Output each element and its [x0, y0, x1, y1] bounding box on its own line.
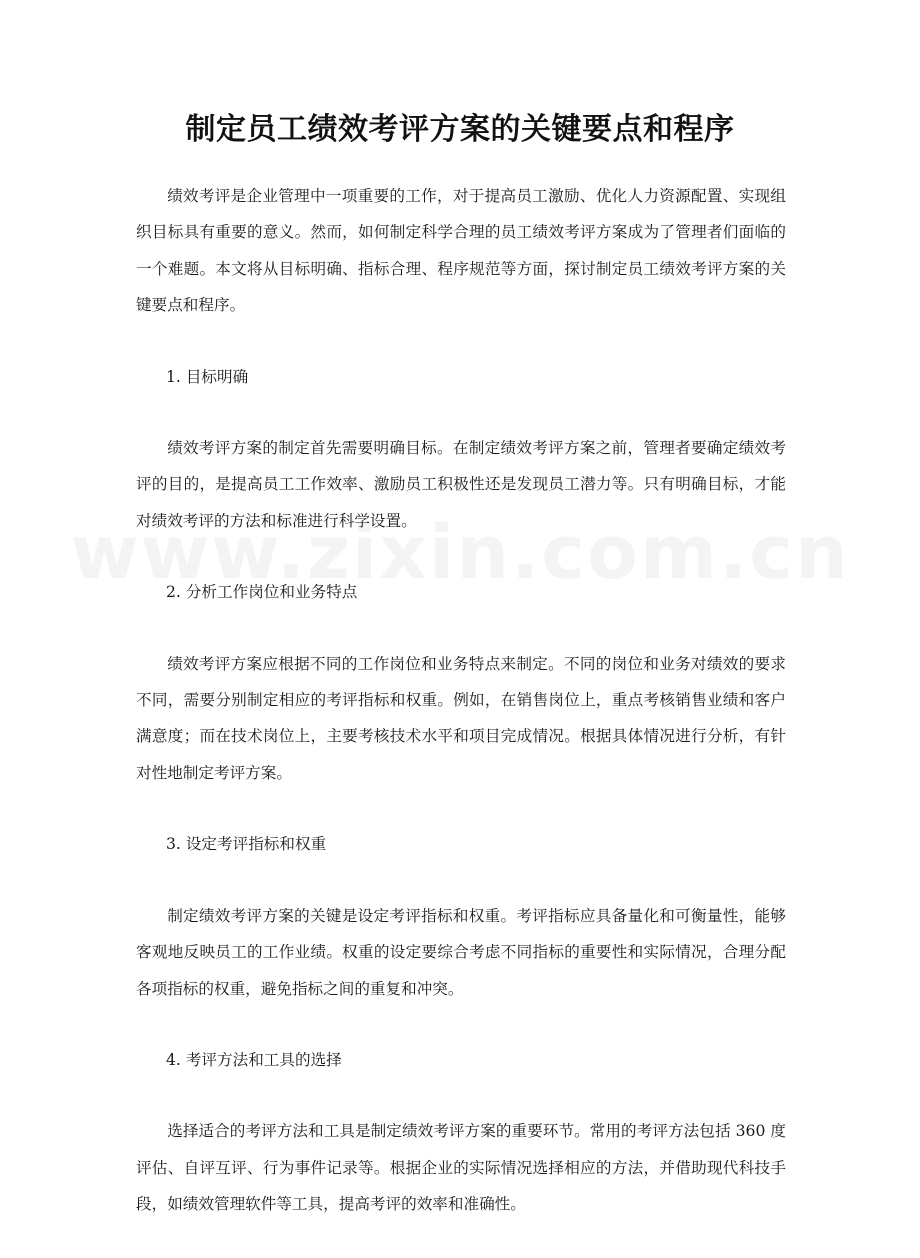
document-body — [136, 178, 786, 1258]
section-heading-2: 2. 分析工作岗位和业务特点 — [166, 583, 358, 602]
section-heading-4: 4. 考评方法和工具的选择 — [166, 1050, 342, 1069]
section-paragraph-1: 绩效考评方案的制定首先需要明确目标。在制定绩效考评方案之前，管理者要确定绩效考评的目的，是提高员工工作效率、激励员工积极性还是发现员工潜力等。只有明确目标，才能对绩效考评的方法和标准进行科学设置。 — [136, 439, 786, 530]
section-paragraph-3: 制定绩效考评方案的关键是设定考评指标和权重。考评指标应具备量化和可衡量性，能够客观地反映员工的工作业绩。权重的设定要综合考虑不同指标的重要性和实际情况，合理分配各项指标的权重，避免指标之间的重复和冲突。 — [136, 906, 786, 998]
section-paragraph-2: 绩效考评方案应根据不同的工作岗位和业务特点来制定。不同的岗位和业务对绩效的要求不同，需要分别制定相应的考评指标和权重。例如，在销售岗位上，重点考核销售业绩和客户满意度；而在技术岗位上，主要考核技术水平和项目完成情况。根据具体情况进行分析，有针对性地制定考评方案。 — [136, 654, 786, 782]
section-heading-3: 3. 设定考评指标和权重 — [166, 835, 327, 854]
section-paragraph-4: 选择适合的考评方法和工具是制定绩效考评方案的重要环节。常用的考评方法包括 360 度评估、自评互评、行为事件记录等。根据企业的实际情况选择相应的方法，并借助现代科技手段，如绩效管理软件等工具，提高考评的效率和准确性。 — [136, 1122, 786, 1214]
document-title: 制定员工绩效考评方案的关键要点和程序 — [185, 112, 735, 147]
section-heading-1: 1. 目标明确 — [166, 367, 249, 386]
intro-paragraph: 绩效考评是企业管理中一项重要的工作，对于提高员工激励、优化人力资源配置、实现组织目标具有重要的意义。然而，如何制定科学合理的员工绩效考评方案成为了管理者们面临的一个难题。本文将从目标明确、指标合理、程序规范等方面，探讨制定员工绩效考评方案的关键要点和程序。 — [136, 187, 786, 315]
